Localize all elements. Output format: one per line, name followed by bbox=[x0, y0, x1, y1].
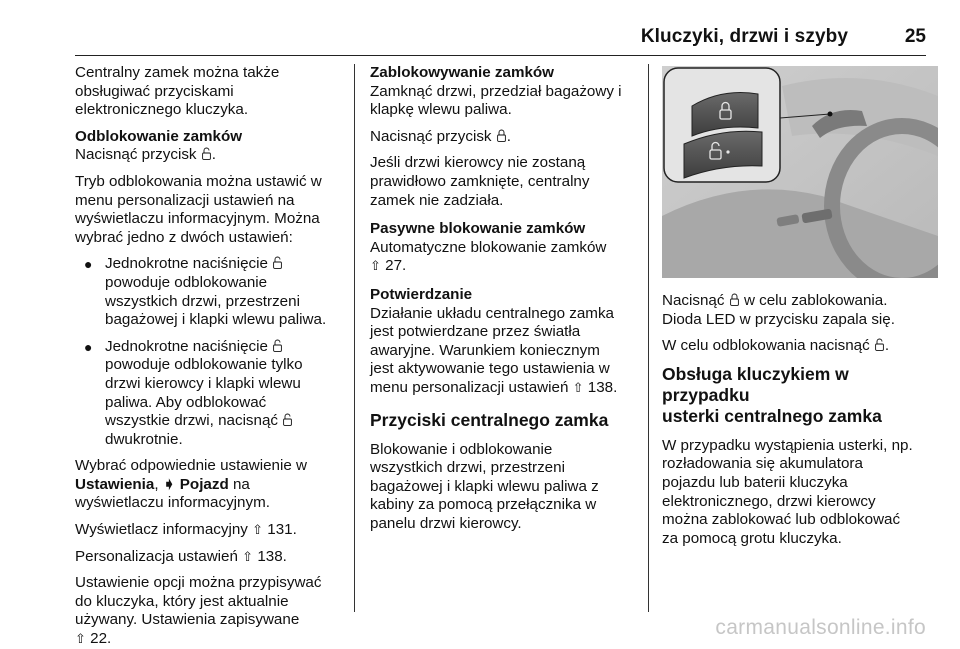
watermark: carmanualsonline.info bbox=[715, 616, 926, 639]
press-lock-paragraph: Nacisnąć przycisk . bbox=[370, 127, 511, 145]
page-number: 25 bbox=[904, 26, 926, 47]
fault-paragraph: W przypadku wystąpienia usterki, np. rozładowania się akumulatora pojazdu lub baterii kluczyka elektronicznego, drzwi kierowcy można zablokować lub odblokować za pomocą grotu kluczyka. bbox=[662, 436, 913, 547]
page-ref-icon: ⇧ bbox=[242, 548, 254, 564]
page-header bbox=[0, 0, 960, 56]
menu-arrow-icon: ➧ bbox=[162, 475, 176, 493]
chapter-title: Kluczyki, drzwi i szyby bbox=[640, 26, 848, 47]
door-switch-image bbox=[662, 66, 938, 278]
press-to-unlock-paragraph: W celu odblokowania nacisnąć . bbox=[662, 337, 890, 355]
central-lock-buttons-heading: Przyciski centralnego zamka bbox=[370, 409, 609, 430]
passive-lock-paragraph: Automatyczne blokowanie zamków ⇧ 27. bbox=[370, 238, 607, 275]
display-reference: Wyświetlacz informacyjny ⇧ 131. bbox=[75, 521, 297, 539]
door-panel-illustration bbox=[662, 66, 938, 278]
bullet-dot: ● bbox=[84, 338, 93, 355]
column-2 bbox=[370, 64, 642, 541]
vehicle-menu-label: Pojazd bbox=[179, 475, 229, 493]
central-lock-buttons-paragraph: Blokowanie i odblokowanie wszystkich drzwi, przestrzeni bagażowej i klapki wlewu paliwa z kabiny za pomocą przełącznika w panelu drzwi kierowcy. bbox=[370, 440, 599, 532]
page-ref-icon: ⇧ bbox=[75, 631, 86, 647]
page-ref-icon: ⇧ bbox=[252, 522, 264, 538]
column-3 bbox=[662, 64, 934, 556]
personalization-reference: Personalizacja ustawień ⇧ 138. bbox=[75, 547, 287, 565]
list-item: ● Jednokrotne naciśnięcie powoduje odblokowanie wszystkich drzwi, przestrzeni bagażowej i klapki wlewu paliwa. bbox=[84, 255, 327, 329]
confirmation-heading: Potwierdzanie bbox=[370, 285, 473, 303]
press-to-lock-paragraph: Nacisnąć w celu zablokowania. Dioda LED w przycisku zapala się. bbox=[662, 292, 895, 328]
bullet-dot: ● bbox=[84, 256, 93, 273]
header-divider bbox=[75, 55, 926, 56]
column-1 bbox=[75, 64, 347, 649]
assign-paragraph: Ustawienie opcji można przypisywać do kluczyka, który jest aktualnie używany. Ustawienia zapisywane ⇧ 22. bbox=[75, 574, 322, 648]
column-divider-1 bbox=[354, 64, 355, 612]
fault-heading: Obsługa kluczykiem w przypadku usterki centralnego zamka bbox=[662, 363, 882, 426]
door-not-closed-paragraph: Jeśli drzwi kierowcy nie zostaną prawidłowo zamknięte, centralny zamek nie zadziała. bbox=[370, 154, 590, 209]
unlock-icon bbox=[283, 413, 292, 426]
unlock-paragraph: Nacisnąć przycisk . bbox=[75, 146, 216, 164]
page-ref-icon: ⇧ bbox=[572, 379, 584, 395]
unlock-icon bbox=[202, 147, 211, 160]
intro-paragraph: Centralny zamek można także obsługiwać przyciskami elektronicznego kluczyka. bbox=[75, 64, 280, 119]
column-divider-2 bbox=[648, 64, 649, 612]
mode-options-list bbox=[75, 255, 347, 449]
page-ref-icon: ⇧ bbox=[370, 258, 381, 274]
lock-icon bbox=[497, 129, 506, 142]
choose-setting-paragraph: Wybrać odpowiednie ustawienie w Ustawienia, ➧ Pojazd na wyświetlaczu informacyjnym. bbox=[75, 457, 308, 512]
unlock-icon bbox=[875, 338, 884, 351]
settings-menu-label: Ustawienia bbox=[75, 475, 155, 493]
lock-heading: Zablokowywanie zamków bbox=[370, 64, 554, 81]
list-item: ● Jednokrotne naciśnięcie powoduje odblokowanie tylko drzwi kierowcy i klapki wlewu paliwa. Aby odblokować wszystkie drzwi, nacisnąć dwukrotnie. bbox=[84, 337, 303, 448]
lock-icon bbox=[730, 293, 739, 306]
lock-paragraph: Zamknąć drzwi, przedział bagażowy i klapkę wlewu paliwa. bbox=[370, 82, 622, 119]
unlock-icon bbox=[273, 256, 282, 269]
unlock-icon bbox=[273, 339, 282, 352]
confirmation-paragraph: Działanie układu centralnego zamka jest potwierdzane przez światła awaryjne. Warunkiem koniecznym jest aktywowanie tego ustawienia w menu personalizacji ustawień ⇧ 138. bbox=[370, 304, 618, 396]
mode-paragraph: Tryb odblokowania można ustawić w menu personalizacji ustawień na wyświetlaczu informacyjnym. Można wybrać jedno z dwóch ustawień: bbox=[75, 172, 322, 246]
passive-lock-heading: Pasywne blokowanie zamków bbox=[370, 220, 586, 238]
unlock-heading: Odblokowanie zamków bbox=[75, 127, 243, 145]
